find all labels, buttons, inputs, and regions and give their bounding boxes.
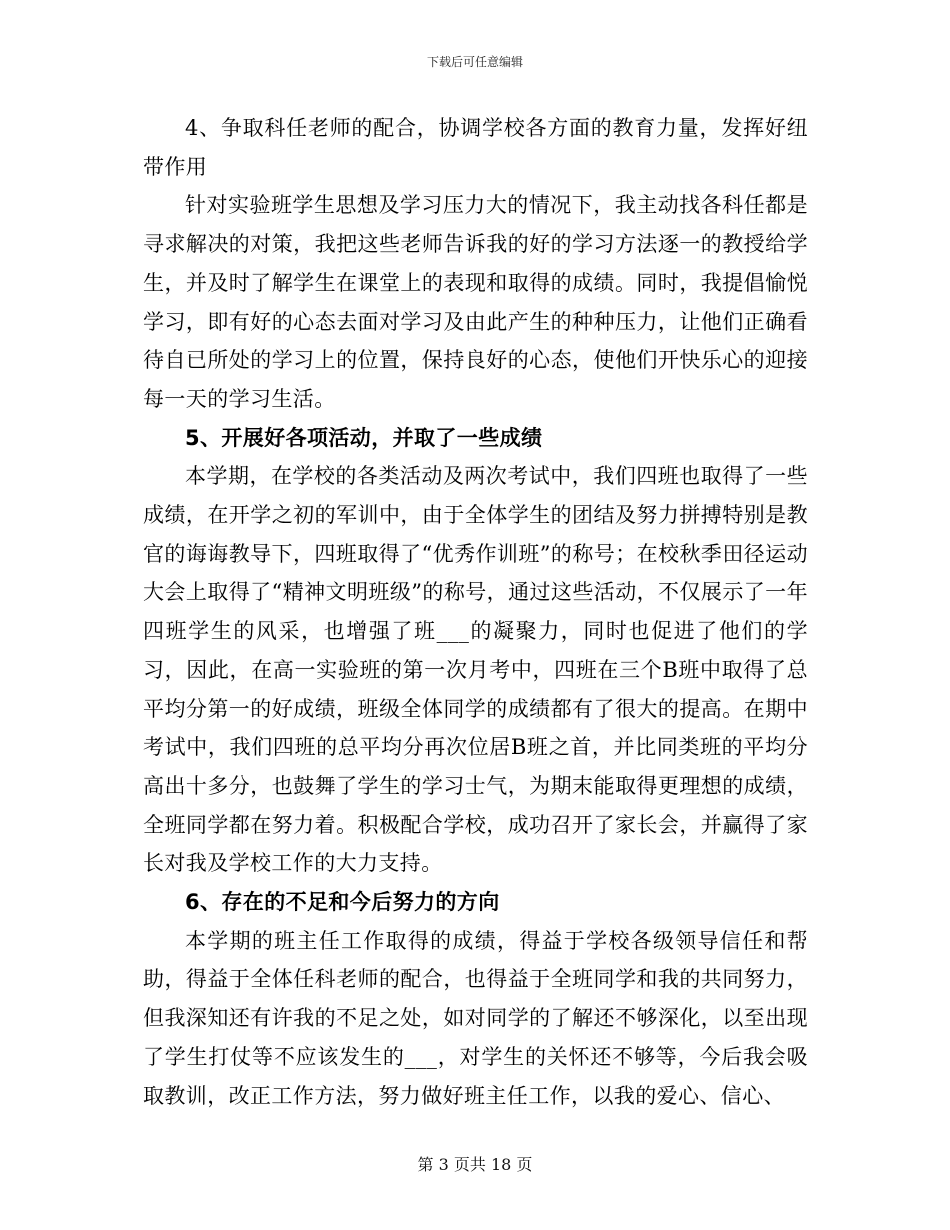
paragraph-section-5-body: 本学期，在学校的各类活动及两次考试中，我们四班也取得了一些成绩，在开学之初的军训中，由于全体学生的团结及努力拼搏特别是教官的诲诲教导下，四班取得了“优秀作训班”的称号；在校秋季田径运动大会上取得了“精神文明班级”的称号，通过这些活动，不仅展示了一年四班学生的风采，也增强了班___的凝聚力，同时也促进了他们的学习，因此，在高一实验班的第一次月考中，四班在三个B班中取得了总平均分第一的好成绩，班级全体同学的成绩都有了很大的提高。在期中考试中，我们四班的总平均分再次位居B班之首，并比同类班的平均分高出十多分，也鼓舞了学生的学习士气，为期末能取得更理想的成绩，全班同学都在努力着。积极配合学校，成功召开了家长会，并赢得了家长对我及学校工作的大力支持。 (143, 464, 808, 876)
heading-section-6: 6、存在的不足和今后努力的方向 (185, 890, 500, 915)
page-number-footer: 第 3 页共 18 页 (417, 1155, 533, 1174)
paragraph-section-4-title: 4、争取科任老师的配合，协调学校各方面的教育力量，发挥好纽带作用 (143, 116, 808, 179)
heading-section-5: 5、开展好各项活动，并取了一些成绩 (185, 425, 543, 450)
header-note: 下载后可任意编辑 (426, 55, 523, 69)
paragraph-section-6-body: 本学期的班主任工作取得的成绩，得益于学校各级领导信任和帮助，得益于全体任科老师的配合，也得益于全班同学和我的共同努力，但我深知还有许我的不足之处，如对同学的了解还不够深化，以至出现了学生打仗等不应该发生的___，对学生的关怀还不够等，今后我会吸取教训，改正工作方法，努力做好班主任工作，以我的爱心、信心、 (143, 928, 808, 1108)
paragraph-section-4-body: 针对实验班学生思想及学习压力大的情况下，我主动找各科任都是寻求解决的对策，我把这些老师告诉我的好的学习方法逐一的教授给学生，并及时了解学生在课堂上的表现和取得的成绩。同时，我提倡愉悦学习，即有好的心态去面对学习及由此产生的种种压力，让他们正确看待自已所处的学习上的位置，保持良好的心态，使他们开快乐心的迎接每一天的学习生活。 (143, 193, 808, 411)
document-body (143, 109, 808, 1115)
